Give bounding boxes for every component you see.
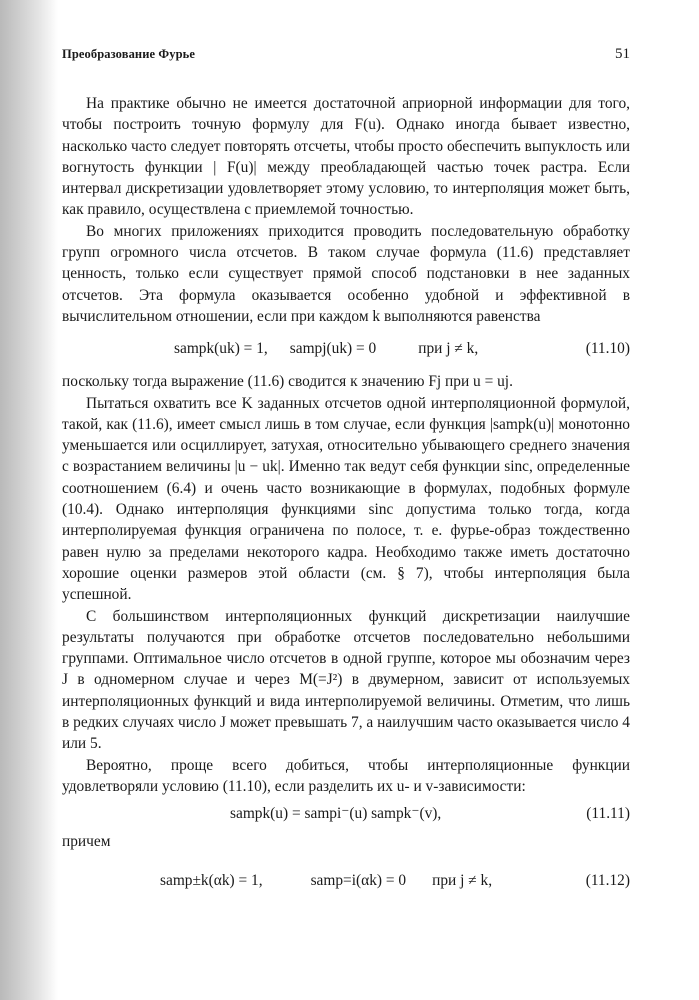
equation-11-11-lhs: sampk(u) = sampi⁻(u) sampk⁻(v), — [230, 805, 442, 823]
equation-11-10-condition: при j ≠ k, — [418, 340, 479, 358]
page-number: 51 — [615, 46, 630, 62]
equation-11-10-mid: sampj(uk) = 0 — [289, 340, 377, 358]
book-spine-shadow — [0, 0, 58, 1000]
paragraph-5: С большинством интерполяционных функций дискретизации наилучшие результаты получаются при обработке отсчетов последовательно небольшими группами. Оптимальное число отсчетов в одной группе, которое мы обозначим через J в одномерном случае и через M(=J²) в двумерном, зависит от используемых интерполяционных функций и вида интерполируемой величины. Отметим, что лишь в редких случаях число J может превышать 7, а наилучшим часто оказывается число 4 или 5. — [62, 607, 630, 753]
equation-11-10 — [62, 327, 630, 371]
equation-11-12-mid: samp=i(αk) = 0 — [310, 871, 407, 889]
equation-11-11-number: (11.11) — [586, 805, 630, 823]
paragraph-6: Вероятно, проще всего добиться, чтобы интерполяционные функции удовлетворяли условию (11.10), если разделить их u- и v-зависимости: — [62, 756, 630, 795]
equation-11-12-number: (11.12) — [585, 871, 630, 889]
paragraph-1: На практике обычно не имеется достаточной априорной информации для того, чтобы построить точную формулу для F(u). Однако иногда бывает известно, насколько часто следует повторять отсчеты, чтобы просто обеспечить выпуклость или вогнутость функции | F(u)| между преобладающей частью точек растра. Если интервал дискретизации удовлетворяет этому условию, то интерполяция может быть, как правило, осуществлена с приемлемой точностью. — [62, 95, 630, 219]
equation-11-10-lhs: sampk(uk) = 1, — [174, 340, 268, 358]
running-title: Преобразование Фурье — [62, 47, 195, 61]
equation-11-12 — [62, 853, 630, 909]
paragraph-7: причем — [62, 833, 111, 851]
paragraph-4: Пытаться охватить все K заданных отсчетов одной интерполяционной формулой, такой, как (11.6), имеет смысл лишь в том случае, если функция |sampk(u)| монотонно уменьшается или осциллирует, затухая, относительно убывающего среднего значения с возрастанием величины |u − uk|. Именно так ведут себя функции sinc, определенные соотношением (6.4) и очень часто возникающие в формулах, подобных формуле (10.4). Однако интерполяция функциями sinc допустима только тогда, когда интерполируемая функция ограничена по полосе, т. е. фурье-образ тождественно равен нулю за пределами некоторого кадра. Необходимо также иметь достаточно хорошие оценки размеров этой области (см. § 7), чтобы интерполяция была успешной. — [62, 394, 630, 604]
equation-11-12-condition: при j ≠ k, — [432, 871, 493, 889]
equation-11-11 — [62, 797, 630, 831]
running-head — [62, 46, 630, 63]
page — [62, 46, 630, 909]
equation-11-10-number: (11.10) — [585, 340, 630, 358]
paragraph-2: Во многих приложениях приходится проводить последовательную обработку групп огромного числа отсчетов. В таком случае формула (11.6) представляет ценность, только если существует прямой способ подстановки в нее заданных отсчетов. Эта формула оказывается особенно удобной и эффективной в вычислительном отношении, если при каждом k выполняются равенства — [62, 222, 630, 325]
equation-11-12-lhs: samp±k(αk) = 1, — [160, 871, 263, 889]
paragraph-3: поскольку тогда выражение (11.6) сводится к значению Fj при u = uj. — [62, 373, 513, 391]
